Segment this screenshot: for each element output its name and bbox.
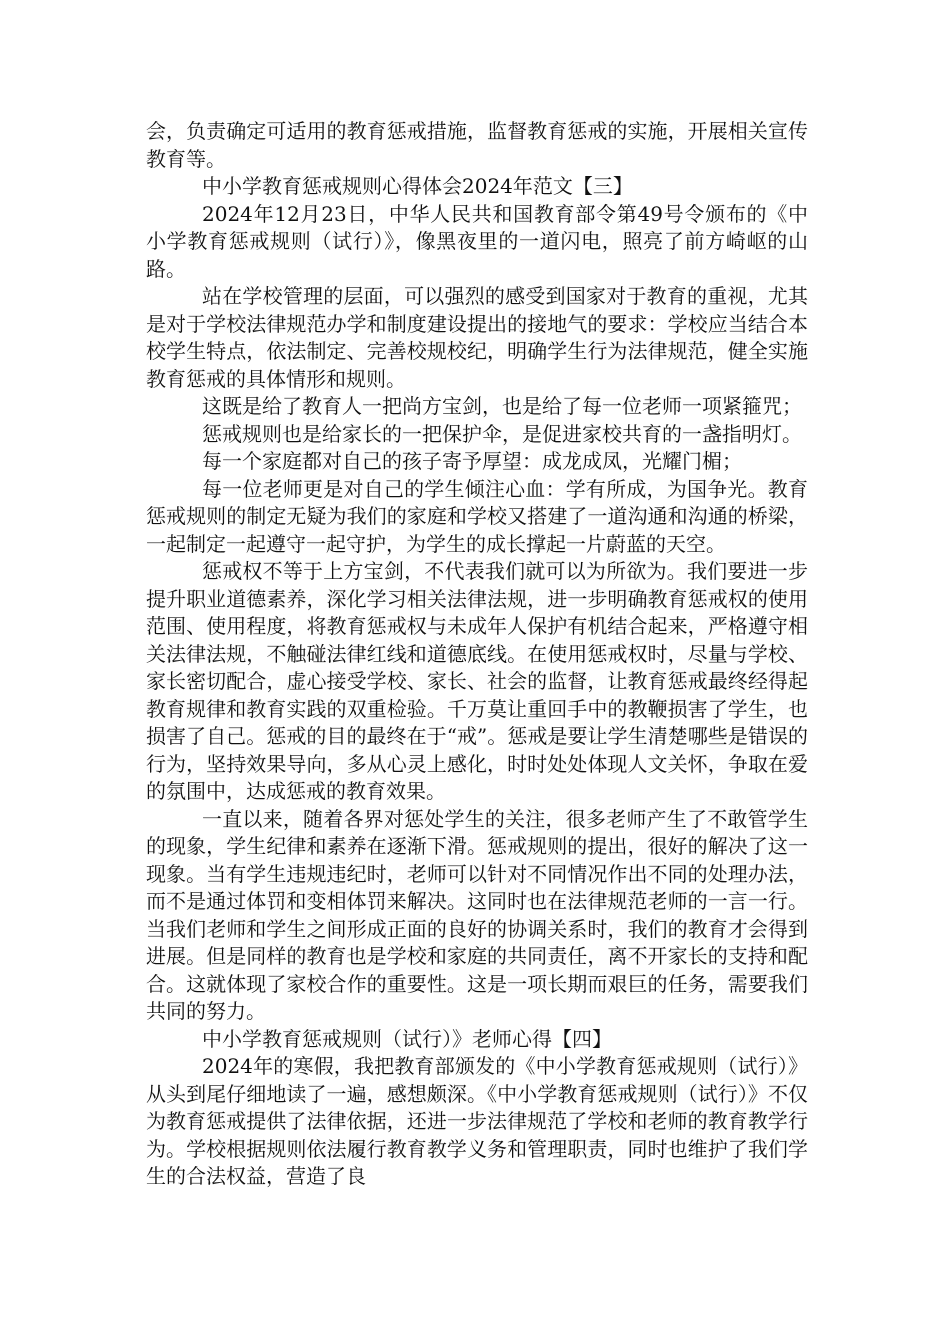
paragraph-3: 站在学校管理的层面，可以强烈的感受到国家对于教育的重视，尤其是对于学校法律规范办学和制度建设提出的接地气的要求：学校应当结合本校学生特点，依法制定、完善校规校纪，明确学生行为法律规范，健全实施教育惩戒的具体情形和规则。 xyxy=(146,284,808,391)
paragraph-6: 每一个家庭都对自己的孩子寄予厚望：成龙成凤，光耀门楣； xyxy=(202,449,742,473)
paragraph-8: 惩戒权不等于上方宝剑，不代表我们就可以为所欲为。我们要进一步提升职业道德素养，深化学习相关法律法规，进一步明确教育惩戒权的使用范围、使用程度，将教育惩戒权与未成年人保护有机结合起来，严格遵守相关法律法规，不触碰法律红线和道德底线。在使用惩戒权时，尽量与学校、家长密切配合，虚心接受学校、家长、社会的监督，让教育惩戒最终经得起教育规律和教育实践的双重检验。千万莫让重回手中的教鞭损害了学生，也损害了自己。惩戒的目的最终在于“戒”。惩戒是要让学生清楚哪些是错误的行为，坚持效果导向，多从心灵上感化，时时处处体现人文关怀，争取在爱的氛围中，达成惩戒的教育效果。 xyxy=(146,559,808,803)
section-heading-3: 中小学教育惩戒规则心得体会2024年范文【三】 xyxy=(202,174,633,198)
paragraph-7: 每一位老师更是对自己的学生倾注心血：学有所成，为国争光。教育惩戒规则的制定无疑为我们的家庭和学校又搭建了一道沟通和沟通的桥梁，一起制定一起遵守一起守护，为学生的成长撑起一片蔚蓝的天空。 xyxy=(146,476,808,556)
paragraph-10: 2024年的寒假，我把教育部颁发的《中小学教育惩戒规则（试行）》从头到尾仔细地读了一遍，感想颇深。《中小学教育惩戒规则（试行）》不仅为教育惩戒提供了法律依据，还进一步法律规范了学校和老师的教育教学行为。学校根据规则依法履行教育教学义务和管理职责，同时也维护了我们学生的合法权益，营造了良 xyxy=(146,1054,808,1188)
paragraph-9: 一直以来，随着各界对惩处学生的关注，很多老师产生了不敢管学生的现象，学生纪律和素养在逐渐下滑。惩戒规则的提出，很好的解决了这一现象。当有学生违规违纪时，老师可以针对不同情况作出不同的处理办法，而不是通过体罚和变相体罚来解决。这同时也在法律规范老师的一言一行。当我们老师和学生之间形成正面的良好的协调关系时，我们的教育才会得到进展。但是同样的教育也是学校和家庭的共同责任，离不开家长的支持和配合。这就体现了家校合作的重要性。这是一项长期而艰巨的任务，需要我们共同的努力。 xyxy=(146,806,808,1023)
document-page xyxy=(146,118,808,1191)
paragraph-4: 这既是给了教育人一把尚方宝剑，也是给了每一位老师一项紧箍咒； xyxy=(202,394,802,418)
section-heading-4: 中小学教育惩戒规则（试行）》老师心得【四】 xyxy=(202,1026,612,1051)
paragraph-5: 惩戒规则也是给家长的一把保护伞，是促进家校共育的一盏指明灯。 xyxy=(202,421,802,446)
paragraph-1: 会，负责确定可适用的教育惩戒措施，监督教育惩戒的实施，开展相关宣传教育等。 xyxy=(146,119,808,171)
paragraph-2: 2024年12月23日，中华人民共和国教育部令第49号令颁布的《中小学教育惩戒规则（试行）》，像黑夜里的一道闪电，照亮了前方崎岖的山路。 xyxy=(146,201,808,281)
